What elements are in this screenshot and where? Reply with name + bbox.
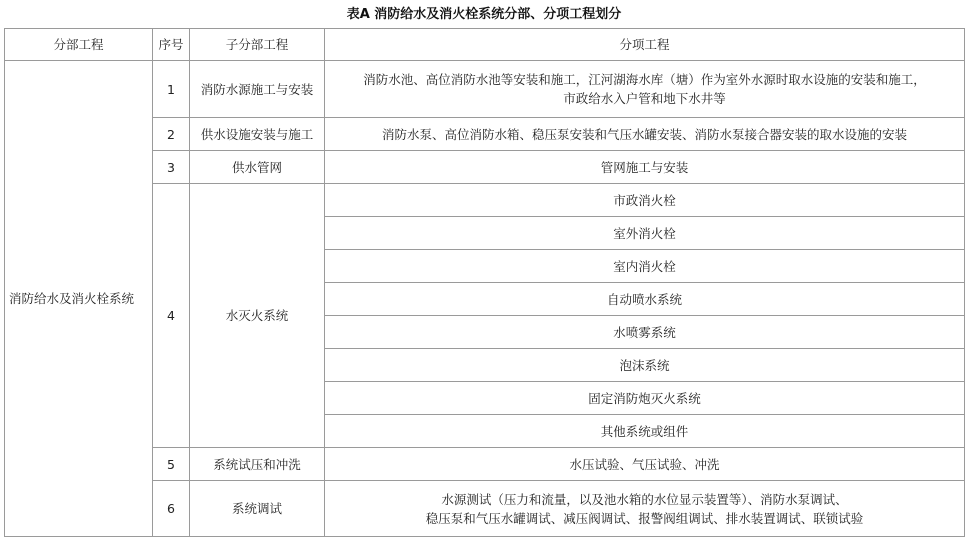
item-line: 市政给水入户管和地下水井等 xyxy=(563,91,726,106)
seq-cell: 6 xyxy=(153,481,190,537)
items-cell: 管网施工与安装 xyxy=(325,151,965,184)
subdivision-cell: 系统试压和冲洗 xyxy=(190,448,325,481)
subdivision-cell: 消防水源施工与安装 xyxy=(190,61,325,118)
item-line: 消防水池、高位消防水池等安装和施工，江河湖海水库（塘）作为室外水源时取水设施的安装和施工， xyxy=(363,72,926,87)
subdivision-cell: 供水设施安装与施工 xyxy=(190,118,325,151)
header-items: 分项工程 xyxy=(325,29,965,61)
subdivision-cell: 系统调试 xyxy=(190,481,325,537)
items-cell xyxy=(325,61,965,118)
subdivision-cell: 水灭火系统 xyxy=(190,184,325,448)
table-title: 表A 消防给水及消火栓系统分部、分项工程划分 xyxy=(346,7,622,22)
items-cell xyxy=(325,481,965,537)
items-cell: 室外消火栓 xyxy=(325,217,965,250)
header-division: 分部工程 xyxy=(5,29,153,61)
items-cell: 固定消防炮灭火系统 xyxy=(325,382,965,415)
header-seq: 序号 xyxy=(153,29,190,61)
items-cell: 消防水泵、高位消防水箱、稳压泵安装和气压水罐安装、消防水泵接合器安装的取水设施的安装 xyxy=(325,118,965,151)
division-table xyxy=(4,28,965,537)
subdivision-cell: 供水管网 xyxy=(190,151,325,184)
items-cell: 自动喷水系统 xyxy=(325,283,965,316)
division-cell: 消防给水及消火栓系统 xyxy=(5,61,153,537)
seq-cell: 2 xyxy=(153,118,190,151)
items-cell: 室内消火栓 xyxy=(325,250,965,283)
item-line: 水源测试（压力和流量，以及池水箱的水位显示装置等）、消防水泵调试、 xyxy=(441,491,848,507)
table-row xyxy=(5,61,965,118)
items-cell: 泡沫系统 xyxy=(325,349,965,382)
seq-cell: 3 xyxy=(153,151,190,184)
items-cell: 市政消火栓 xyxy=(325,184,965,217)
header-row xyxy=(5,29,965,61)
item-line: 稳压泵和气压水罐调试、减压阀调试、报警阀组调试、排水装置调试、联锁试验 xyxy=(425,510,864,526)
seq-cell: 4 xyxy=(153,184,190,448)
seq-cell: 5 xyxy=(153,448,190,481)
header-subdivision: 子分部工程 xyxy=(190,29,325,61)
items-cell: 其他系统或组件 xyxy=(325,415,965,448)
items-cell: 水喷雾系统 xyxy=(325,316,965,349)
seq-cell: 1 xyxy=(153,61,190,118)
items-cell: 水压试验、气压试验、冲洗 xyxy=(325,448,965,481)
